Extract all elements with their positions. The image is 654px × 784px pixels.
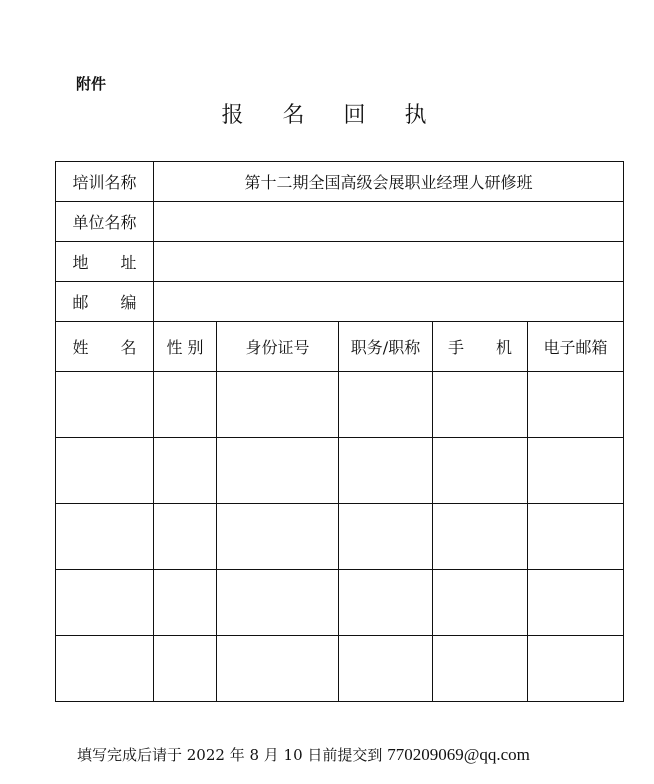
attendee-mobile-cell[interactable]	[433, 636, 528, 702]
column-header-email: 电子邮箱	[528, 322, 624, 372]
attendee-mobile-cell[interactable]	[433, 504, 528, 570]
submission-deadline-text: 填写完成后请于 2022 年 8 月 10 日前提交到	[77, 746, 388, 764]
attendee-row	[56, 372, 624, 438]
attendee-gender-cell[interactable]	[154, 438, 217, 504]
attendee-header-row	[56, 322, 624, 372]
attendee-email-cell[interactable]	[528, 372, 624, 438]
attendee-position-cell[interactable]	[339, 636, 433, 702]
attendee-position-cell[interactable]	[339, 570, 433, 636]
attendee-email-cell[interactable]	[528, 636, 624, 702]
attendee-position-cell[interactable]	[339, 438, 433, 504]
training-name-value: 第十二期全国高级会展职业经理人研修班	[154, 162, 624, 202]
attachment-label: 附件	[76, 75, 107, 93]
attendee-name-cell[interactable]	[56, 636, 154, 702]
attendee-mobile-cell[interactable]	[433, 438, 528, 504]
attendee-id-number-cell[interactable]	[217, 372, 339, 438]
attendee-name-cell[interactable]	[56, 438, 154, 504]
info-row-address	[56, 242, 624, 282]
organization-name-field[interactable]	[154, 202, 624, 242]
postcode-field[interactable]	[154, 282, 624, 322]
attendee-name-cell[interactable]	[56, 372, 154, 438]
address-label: 地 址	[56, 242, 154, 282]
attendee-row	[56, 636, 624, 702]
attendee-row	[56, 504, 624, 570]
attendee-mobile-cell[interactable]	[433, 372, 528, 438]
info-row-organization	[56, 202, 624, 242]
attendee-gender-cell[interactable]	[154, 570, 217, 636]
attendee-gender-cell[interactable]	[154, 504, 217, 570]
column-header-name: 姓 名	[56, 322, 154, 372]
postcode-label: 邮 编	[56, 282, 154, 322]
document-title: 报 名 回 执	[221, 103, 443, 128]
attendee-id-number-cell[interactable]	[217, 438, 339, 504]
column-header-mobile: 手 机	[433, 322, 528, 372]
attendee-email-cell[interactable]	[528, 504, 624, 570]
info-row-postcode	[56, 282, 624, 322]
attendee-name-cell[interactable]	[56, 504, 154, 570]
attendee-position-cell[interactable]	[339, 372, 433, 438]
attendee-gender-cell[interactable]	[154, 372, 217, 438]
attendee-gender-cell[interactable]	[154, 636, 217, 702]
submission-email[interactable]: 770209069@qq.com	[387, 745, 530, 764]
column-header-id-number: 身份证号	[217, 322, 339, 372]
address-field[interactable]	[154, 242, 624, 282]
attendee-row	[56, 438, 624, 504]
attendee-id-number-cell[interactable]	[217, 504, 339, 570]
column-header-position-title: 职务/职称	[339, 322, 433, 372]
attendee-row	[56, 570, 624, 636]
attendee-email-cell[interactable]	[528, 570, 624, 636]
attendee-mobile-cell[interactable]	[433, 570, 528, 636]
submission-instruction	[77, 744, 530, 765]
attendee-name-cell[interactable]	[56, 570, 154, 636]
organization-name-label: 单位名称	[56, 202, 154, 242]
attendee-position-cell[interactable]	[339, 504, 433, 570]
attendee-id-number-cell[interactable]	[217, 636, 339, 702]
training-name-label: 培训名称	[56, 162, 154, 202]
column-header-gender: 性 别	[154, 322, 217, 372]
attendee-id-number-cell[interactable]	[217, 570, 339, 636]
registration-form-table	[55, 161, 624, 702]
info-row-training-name	[56, 162, 624, 202]
attendee-email-cell[interactable]	[528, 438, 624, 504]
